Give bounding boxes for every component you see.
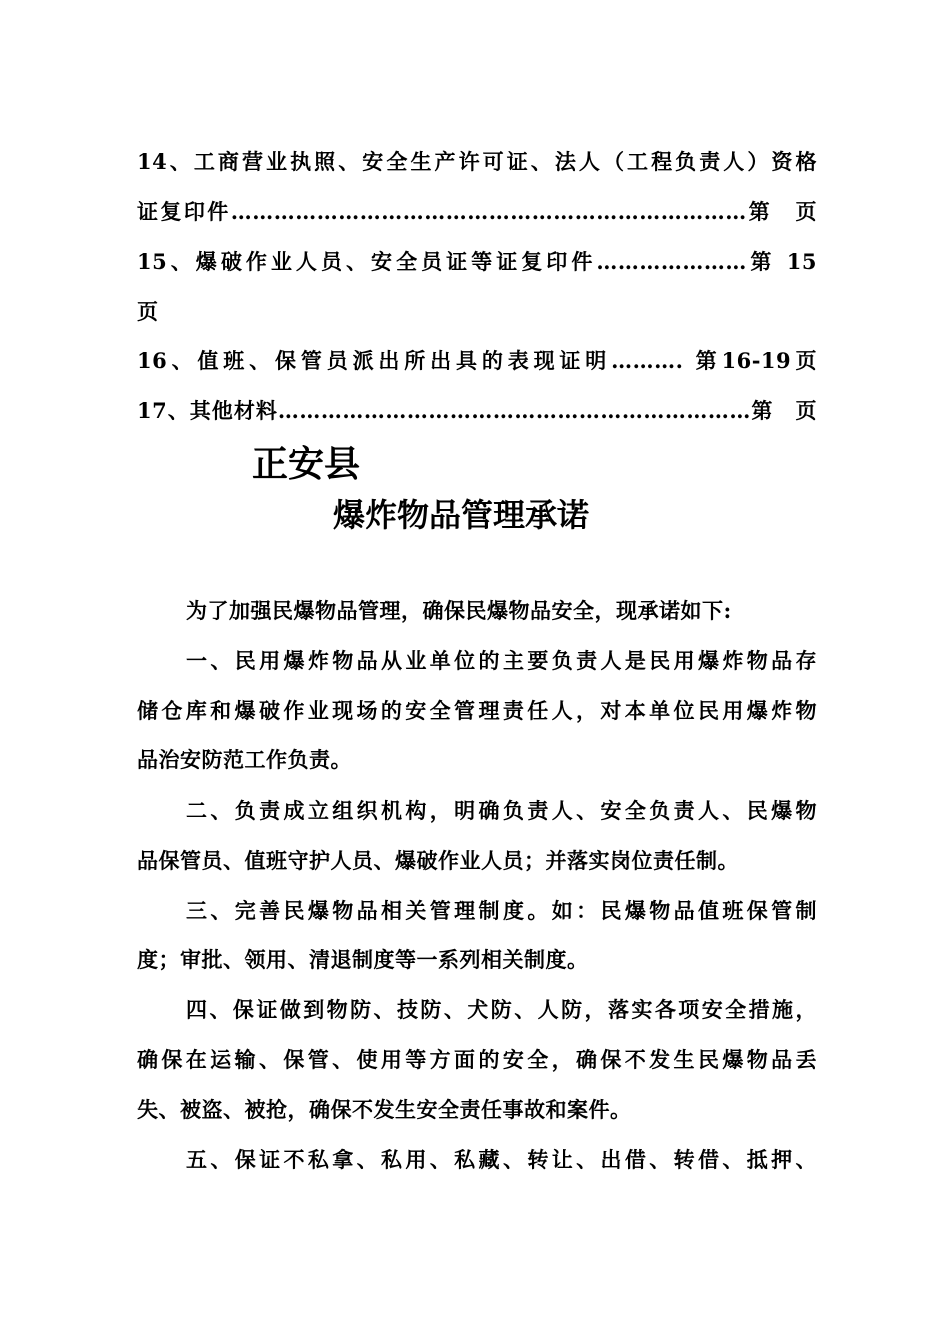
item-4-line1: 四、保证做到物防、技防、犬防、人防，落实各项安全措施， (186, 997, 817, 1022)
item-2-line1: 二、负责成立组织机构，明确负责人、安全负责人、民爆物 (186, 798, 817, 823)
item-3-line1: 三、完善民爆物品相关管理制度。如：民爆物品值班保管制 (186, 898, 817, 923)
item-5-line1: 五、保证不私拿、私用、私藏、转让、出借、转借、抵押、 (186, 1147, 817, 1172)
item-1-line1: 一、民用爆炸物品从业单位的主要负责人是民用爆炸物品存 (186, 648, 817, 673)
toc-item-17: 17、其他材料…………………………………………………………第 页 (137, 398, 817, 423)
toc-item-16: 16、值班、保管员派出所出具的表现证明………. 第16-19页 (137, 348, 817, 373)
item-3-line2: 度；审批、领用、清退制度等一系列相关制度。 (137, 947, 589, 972)
county-title: 正安县 (252, 444, 361, 485)
item-4-line3: 失、被盗、被抢，确保不发生安全责任事故和案件。 (137, 1097, 632, 1122)
item-4-line2: 确保在运输、保管、使用等方面的安全，确保不发生民爆物品丢 (137, 1047, 817, 1072)
toc-item-14-line2: 证复印件………………………………………………………………第 页 (137, 199, 817, 224)
toc-item-14-line1: 14、工商营业执照、安全生产许可证、法人（工程负责人）资格 (137, 149, 817, 174)
document-heading: 爆炸物品管理承诺 (333, 496, 590, 534)
item-1-line2: 储仓库和爆破作业现场的安全管理责任人，对本单位民用爆炸物 (137, 698, 817, 723)
intro-paragraph: 为了加强民爆物品管理，确保民爆物品安全，现承诺如下: (186, 598, 732, 623)
toc-item-15-line1: 15、爆破作业人员、安全员证等证复印件…………………第 15 (137, 249, 817, 274)
item-1-line3: 品治安防范工作负责。 (137, 747, 352, 772)
item-2-line2: 品保管员、值班守护人员、爆破作业人员；并落实岗位责任制。 (137, 848, 739, 873)
toc-item-15-line2: 页 (137, 299, 159, 324)
